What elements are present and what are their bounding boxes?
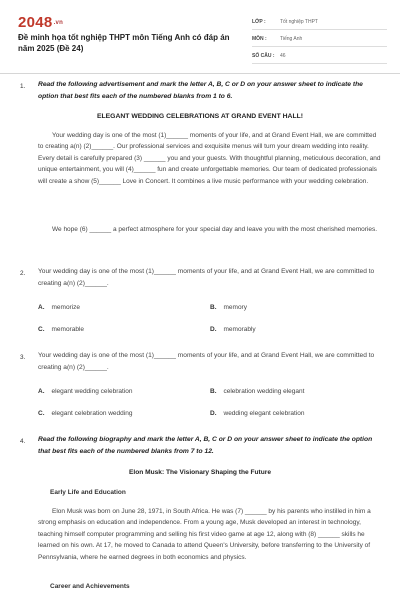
option-letter: A. <box>38 304 45 311</box>
answer-option[interactable] <box>38 410 132 417</box>
option-letter: D. <box>210 410 217 417</box>
meta-key: SỐ CÂU : <box>252 52 275 59</box>
option-letter: B. <box>210 304 217 311</box>
question-text: Your wedding day is one of the most (1)______ moments of your life, and at Grand Event Hall, we are committed to creating a(n) (2)______. <box>38 352 375 371</box>
question-instruction: Read the following biography and mark the letter A, B, C or D on your answer sheet to indicate the option that best fits each of the numbered blanks from 7 to 12. <box>38 436 373 455</box>
question-text: Your wedding day is one of the most (1)______ moments of your life, and at Grand Event Hall, we are committed to creating a(n) (2)______. <box>38 268 375 287</box>
answer-option[interactable] <box>210 304 247 311</box>
option-letter: D. <box>210 326 217 333</box>
site-logo[interactable] <box>18 14 63 31</box>
option-text: memorable <box>51 326 85 333</box>
answer-option[interactable] <box>210 388 304 395</box>
section-heading: Early Life and Education <box>50 489 126 496</box>
answer-option[interactable] <box>38 326 84 333</box>
logo-number: 2048 <box>18 14 53 31</box>
meta-row-count <box>252 48 387 64</box>
header <box>0 0 400 80</box>
section-heading: Career and Achievements <box>50 583 130 590</box>
question-number: 4. <box>20 438 26 445</box>
page-title: Đề minh họa tốt nghiệp THPT môn Tiếng Anh có đáp án năm 2025 (Đề 24) <box>18 33 230 53</box>
meta-key: LỚP : <box>252 18 266 25</box>
question-number: 2. <box>20 270 26 277</box>
question-number: 3. <box>20 354 26 361</box>
passage-paragraph: Your wedding day is one of the most (1)______ moments of your life, and at Grand Event Hall, we are committed to creating a(n) (2)______. Our professional services and exquisite menus will turn your dream wedding into reality. Every detail is carefully prepared (3) ______ you and your guests. With thoughtful planning, meticulous decoration, and unique entertainment, you will (4)______ fun and create unforgettable memories. Our team of dedicated professionals will create a show (5)______ Love in Concert. It combines a live music performance with your wedding celebration. <box>38 132 381 185</box>
meta-row-subject <box>252 31 387 47</box>
answer-option[interactable] <box>210 326 256 333</box>
question-number: 1. <box>20 83 26 90</box>
header-divider <box>0 73 400 74</box>
option-text: memorize <box>51 304 81 311</box>
option-text: elegant wedding celebration <box>51 388 133 395</box>
answer-option[interactable] <box>38 388 132 395</box>
biography-title: Elon Musk: The Visionary Shaping the Future <box>128 469 272 476</box>
meta-value: Tốt nghiệp THPT <box>280 18 318 25</box>
meta-value: Tiếng Anh <box>280 35 303 42</box>
logo-suffix: .vn <box>53 20 64 27</box>
question-instruction: Read the following advertisement and mark the letter A, B, C or D on your answer sheet to indicate the option that best fits each of the numbered blanks from 1 to 6. <box>38 81 363 100</box>
meta-row-class <box>252 14 387 30</box>
passage-heading: ELEGANT WEDDING CELEBRATIONS AT GRAND EVENT HALL! <box>96 113 304 120</box>
option-letter: C. <box>38 410 45 417</box>
option-text: memory <box>223 304 247 311</box>
option-text: elegant celebration wedding <box>51 410 133 417</box>
option-letter: B. <box>210 388 217 395</box>
option-letter: C. <box>38 326 45 333</box>
meta-box <box>252 14 387 65</box>
answer-option[interactable] <box>38 304 80 311</box>
option-letter: A. <box>38 388 45 395</box>
option-text: wedding elegant celebration <box>223 410 305 417</box>
option-text: memorably <box>223 326 256 333</box>
meta-key: MÔN : <box>252 35 267 42</box>
meta-value: 46 <box>280 52 286 59</box>
passage-paragraph: We hope (6) ______ a perfect atmosphere for your special day and leave you with the most cherished memories. <box>52 226 378 233</box>
passage-paragraph: Elon Musk was born on June 28, 1971, in South Africa. He was (7) ______ by his parents who instilled in him a strong emphasis on education and independence. From a young age, Musk developed an interest in technology, teaching himself computer programming and selling his first video game at age 12, along with (8) ______ skills he learned on his own. At 17, he moved to Canada to attend Queen's University, before transferring to the University of Pennsylvania, where he earned degrees in both economics and physics. <box>38 508 371 561</box>
answer-option[interactable] <box>210 410 304 417</box>
option-text: celebration wedding elegant <box>223 388 305 395</box>
